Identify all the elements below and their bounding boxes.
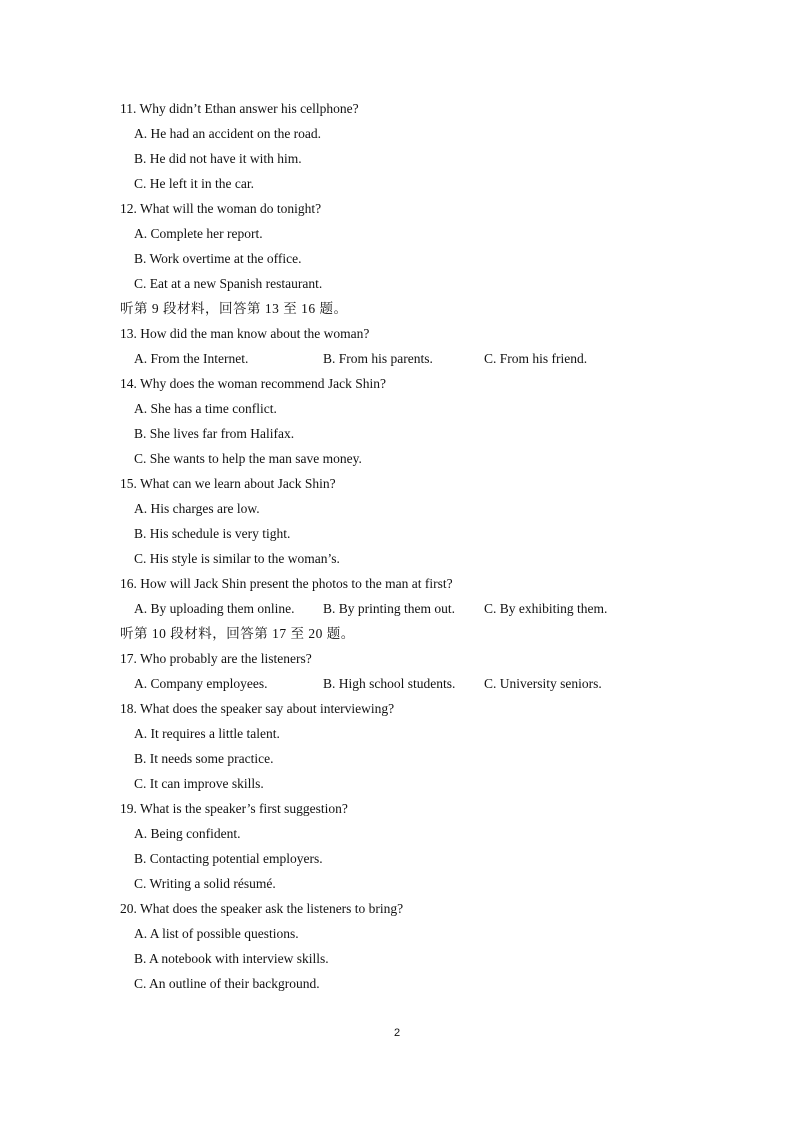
answer-option: C. She wants to help the man save money. xyxy=(134,451,362,466)
question-text: 13. How did the man know about the woman? xyxy=(120,326,370,341)
answer-option: A. From the Internet. xyxy=(134,351,249,366)
answer-option: B. High school students. xyxy=(323,676,456,691)
answer-option: A. Company employees. xyxy=(134,676,268,691)
question-text: 15. What can we learn about Jack Shin? xyxy=(120,476,336,491)
question-text: 20. What does the speaker ask the listeners to bring? xyxy=(120,901,404,916)
answer-option: B. A notebook with interview skills. xyxy=(134,951,329,966)
option-row xyxy=(120,350,680,375)
answer-option: B. Work overtime at the office. xyxy=(134,251,302,266)
option-row xyxy=(120,675,680,700)
option-row xyxy=(120,600,680,625)
question-text: 18. What does the speaker say about interviewing? xyxy=(120,701,395,716)
question-text: 12. What will the woman do tonight? xyxy=(120,201,322,216)
section-instruction: 听第 10 段材料，回答第 17 至 20 题。 xyxy=(120,626,355,641)
answer-option: B. It needs some practice. xyxy=(134,751,274,766)
answer-option: C. University seniors. xyxy=(484,676,602,691)
answer-option: B. By printing them out. xyxy=(323,601,456,616)
answer-option: C. He left it in the car. xyxy=(134,176,254,191)
answer-option: A. He had an accident on the road. xyxy=(134,126,322,141)
answer-option: C. His style is similar to the woman’s. xyxy=(134,551,340,566)
answer-option: B. From his parents. xyxy=(323,351,433,366)
answer-option: C. Eat at a new Spanish restaurant. xyxy=(134,276,323,291)
answer-option: C. An outline of their background. xyxy=(134,976,320,991)
answer-option: A. She has a time conflict. xyxy=(134,401,277,416)
answer-option: B. He did not have it with him. xyxy=(134,151,302,166)
answer-option: A. By uploading them online. xyxy=(134,601,295,616)
question-text: 19. What is the speaker’s first suggestion? xyxy=(120,801,348,816)
answer-option: C. From his friend. xyxy=(484,351,588,366)
question-text: 11. Why didn’t Ethan answer his cellphone? xyxy=(120,101,359,116)
answer-option: A. His charges are low. xyxy=(134,501,260,516)
answer-option: C. Writing a solid résumé. xyxy=(134,876,276,891)
question-text: 17. Who probably are the listeners? xyxy=(120,651,312,666)
answer-option: B. His schedule is very tight. xyxy=(134,526,291,541)
answer-option: C. By exhibiting them. xyxy=(484,601,608,616)
section-instruction: 听第 9 段材料，回答第 13 至 16 题。 xyxy=(120,301,348,316)
question-text: 14. Why does the woman recommend Jack Shin? xyxy=(120,376,386,391)
question-list xyxy=(120,100,680,1000)
answer-option: A. Being confident. xyxy=(134,826,241,841)
answer-option: A. A list of possible questions. xyxy=(134,926,299,941)
answer-option: A. It requires a little talent. xyxy=(134,726,280,741)
page-number: 2 xyxy=(393,1027,401,1039)
answer-option: B. She lives far from Halifax. xyxy=(134,426,295,441)
answer-option: B. Contacting potential employers. xyxy=(134,851,323,866)
answer-option: A. Complete her report. xyxy=(134,226,263,241)
answer-option: C. It can improve skills. xyxy=(134,776,264,791)
question-text: 16. How will Jack Shin present the photos to the man at first? xyxy=(120,576,453,591)
